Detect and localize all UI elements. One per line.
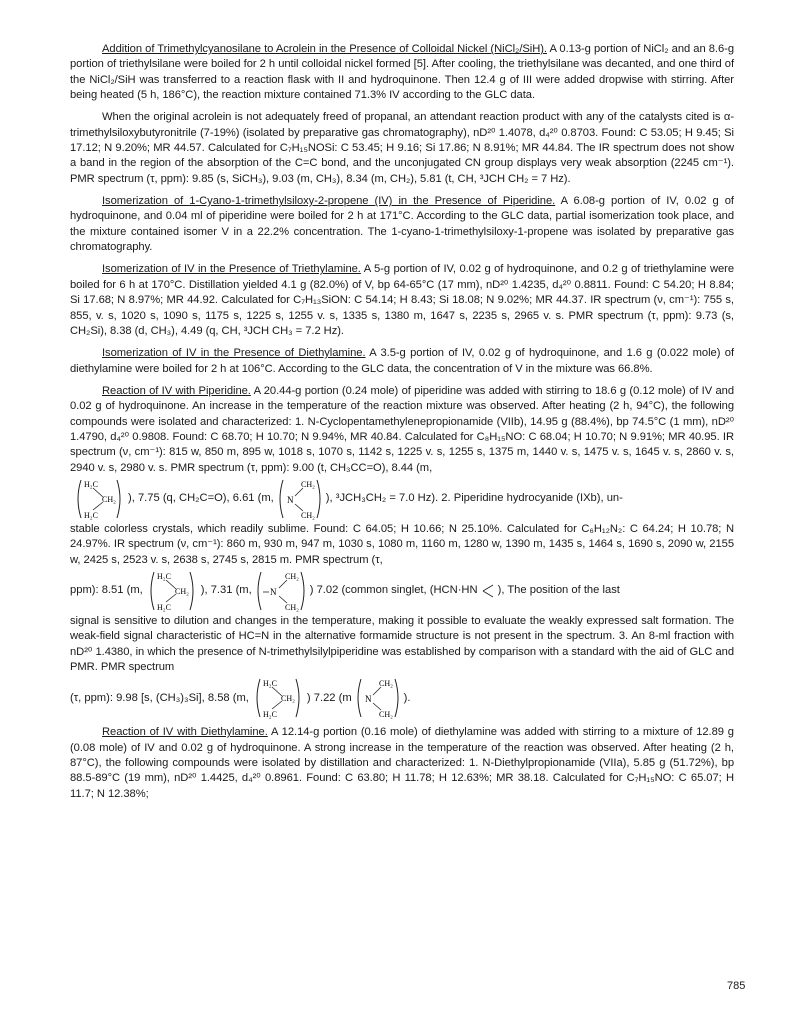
ring-label-ch2: CH₂ [300,510,315,520]
structure-text: ), ³JCH₃CH₂ = 7.0 Hz). 2. Piperidine hydrocyanide (IXb), un- [325,492,623,505]
ring-fragment-icon [481,583,495,599]
ring-label-h2c: H₂C [262,679,277,689]
section-heading: Isomerization of IV in the Presence of Triethylamine. [102,263,361,276]
paragraph-isomerization-triethylamine [70,262,734,339]
ring-label-ch2: CH₂ [102,494,116,504]
structure-text: ) 7.02 (common singlet, (HCN·HN [309,584,478,597]
ring-label-ch2: CH₂ [300,479,315,489]
section-heading: Reaction of IV with Diethylamine. [102,726,268,739]
paragraph-text: A 20.44-g portion (0.24 mole) of piperidine was added with stirring to 18.6 g (0.12 mole) of IV and 0.02 g of hydroquinone. An increase in the temperature of the reaction mixture was observed. After heating (2 h, 94°C), the following compounds were isolated and characterized: 1. N-Cyclopentamethylenepropionamide (VIIb), 14.95 g (88.4%), bp 74.5°C (1 mm), nD²⁰ 1.4790, d₄²⁰ 0.9808. Found: C 68.70; H 10.70; N 9.94%, MR 40.84. Calculated for C₈H₁₅NO: C 68.04; H 10.70; N 9.91%; MR 40.95. IR spectrum (ν, cm⁻¹): 815 w, 850 m, 895 w, 1018 s, 1070 s, 1142 s, 1225 v. s, 1255 s, 1375 m, 1440 v. s, 1475 v. s, 1645 v. s, 2860 v. s, 2940 v. s, 2980 v. s. PMR spectrum (τ, ppm): 9.00 (t, CH₃CC=O), 8.44 (m, [70,384,734,474]
paragraph-addition-acrolein [70,42,734,103]
paragraph-isomerization-piperidine [70,194,734,255]
ring-label-n: N [286,494,294,505]
ring-label-ch2: CH₂ [378,710,393,720]
structure-text: ). [403,691,411,704]
paragraph-weak-field [70,614,734,675]
paragraph-text: signal is sensitive to dilution and changes in the temperature, making it possible to evaluate the weakly expressed salt formation. The weak-field signal characteristic of HC=N in the alternative formamide structure is not present in the spectrum. 3. An 8-ml fraction with nD²⁰ 1.4380, in which the presence of N-trimethylsilylpiperidine was established by comparison with a standard with the aid of GLC and PMR. PMR spectrum [70,614,734,673]
section-heading: Isomerization of IV in the Presence of Diethylamine. [102,347,366,360]
paragraph-text: A 0.13-g portion of NiCl₂ and an 8.6-g portion of triethylsilane were boiled for 2 h until colloidal nickel formed [5]. After cooling, the triethylsilane was decanted, and one third of the NiCl₂/SiH was transferred to a reaction flask with II and hydroquinone. Then 12.4 g of III were added dropwise with stirring. After being heated (5 h, 186°C), the reaction mixture contained 71.3% IV according to the GLC data. [70,43,735,102]
paragraph-isomerization-diethylamine [70,346,734,377]
paragraph-text: A 12.14-g portion (0.16 mole) of diethylamine was added with stirring to a mixture of 12.89 g (0.08 mole) of IV and 0.02 g of hydroquinone. A strong increase in the temperature of the reaction was observed. After heating (2 h, 87°C), the following compounds were isolated by distillation and characterized: 1. N-Diethylpropionamide (VIIa), 5.85 g (51.72%), bp 88.5-89°C (19 mm), nD²⁰ 1.4425, d₄²⁰ 0.8961. Found: C 63.80; H 11.78; H 12.63%; MR 38.18. Calculated for C₇H₁₅NO: C 65.07; H 11.7; N 12.38%; [70,726,734,800]
ring-label-ch2: CH₂ [284,571,299,581]
piperidine-ring-structure [255,570,307,612]
ring-label-ch2: CH₂ [378,679,393,689]
structure-text: ppm): 8.51 (m, [70,584,143,597]
paragraph-reaction-diethylamine [70,725,734,802]
piperidine-ring-structure [277,478,323,520]
section-heading: Addition of Trimethylcyanosilane to Acrolein in the Presence of Colloidal Nickel (NiCl₂/SiH). [102,43,547,55]
paragraph-acrolein-propanal [70,110,734,187]
structure-text: ), The position of the last [497,584,620,597]
paragraph-text: A 5-g portion of IV, 0.02 g of hydroquinone, and 0.2 g of triethylamine were boiled for 6 h at 170°C. Distillation yielded 4.1 g (82.0%) of V, bp 64-65°C (17 mm), nD²⁰ 1.4235, d₄²⁰ 0.8811. Found: C 54.20; H 8.84; Si 17.68; N 8.97%; MR 44.92. Calculated for C₇H₁₃SiON: C 54.14; H 8.43; Si 18.08; N 9.02%; MR 44.37. IR spectrum (ν, cm⁻¹): 755 s, 855, v. s, 1020 s, 1090 s, 1175 s, 1225 s, 1255 v. s, 1335 s, 1380 m, 1647 s, 2235 s, 2965 v. s. PMR spectrum (τ, ppm): 9.73 (s, CH₂Si), 8.38 (d, CH₃), 4.49 (q, CH, ³JCH CH₃ = 7.2 Hz). [70,263,734,337]
ring-label-h2c: H₂C [156,571,171,581]
structure-text: ) 7.22 (m [306,691,352,704]
ring-label-h2c: H₂C [156,602,171,612]
page-number: 785 [727,980,746,992]
ring-label-ch2: CH₂ [284,602,299,612]
ring-label-ch2: CH₂ [280,694,295,704]
structure-text: ), 7.75 (q, CH₂C=O), 6.61 (m, [128,492,274,505]
structure-text: ), 7.31 (m, [200,584,252,597]
paragraph-text: When the original acrolein is not adequately freed of propanal, an attendant reaction product with any of the catalysts cited is α-trimethylsiloxybutyronitrile (7-19%) (isolated by preparative gas chromatography), nD²⁰ 1.4078, d₄²⁰ 0.8703. Found: C 53.05; H 9.45; Si 17.12; N 9.20%; MR 44.57. Calculated for C₇H₁₅NOSi: C 53.45; H 9.16; Si 17.86; N 8.91%; MR 44.84. The IR spectrum does not show a band in the region of the absorption of the C=C bond, and the unconjugated CN group displays very weak absorption (2245 cm⁻¹). PMR spectrum (τ, ppm): 9.85 (s, SiCH₃), 9.03 (m, CH₃), 8.34 (m, CH₂), 5.81 (t, CH, ³JCH CH₂ = 7 Hz). [70,111,734,185]
structure-line-2 [70,570,734,612]
structure-line-1 [70,478,734,520]
paragraph-reaction-piperidine [70,384,734,476]
structure-text: (τ, ppm): 9.98 [s, (CH₃)₃Si], 8.58 (m, [70,691,249,704]
cyclopentane-ring-structure [252,677,304,719]
cyclopentane-ring-structure [73,478,125,520]
paragraph-text: stable colorless crystals, which readily sublime. Found: C 64.05; H 10.66; N 25.10%. Calculated for C₆H₁₂N₂: C 64.24; H 10.78; N 24.97%. IR spectrum (ν, cm⁻¹): 860 m, 930 m, 947 m, 1030 s, 1080 m, 1160 m, 1280 w, 1390 m, 1435 s, 1464 s, 1690 s, 2090 w, 2155 w, 2425 s, 2523 v. s, 2638 s, 2745 s, 2815 m. PMR spectrum (τ, [70,522,734,566]
ring-label-h2c: H₂C [84,479,98,489]
paragraph-text: A 6.08-g portion of IV, 0.02 g of hydroquinone, and 0.04 ml of piperidine were boiled for 2 h at 171°C. According to the GLC data, partial isomerization took place, and the mixture contained isomer V in a 22.2% concentration. The 1-cyano-1-trimethylsiloxy-1-propene was isolated by preparative gas chromatography. [70,195,734,254]
cyclopentane-ring-structure [146,570,198,612]
structure-line-3 [70,677,734,719]
ring-label-h2c: H₂C [84,510,98,520]
section-heading: Isomerization of 1-Cyano-1-trimethylsiloxy-2-propene (IV) in the Presence of Piperidine. [102,195,556,208]
ring-label-n: N [364,694,372,705]
page-body [70,42,734,809]
paragraph-hydrocyanide [70,522,734,568]
section-heading: Reaction of IV with Piperidine. [102,384,251,397]
ring-label-ch2: CH₂ [174,586,189,596]
ring-label-n: N [269,586,277,597]
ring-label-h2c: H₂C [262,710,277,720]
piperidine-ring-structure [355,677,401,719]
paragraph-text: A 3.5-g portion of IV, 0.02 g of hydroquinone, and 1.6 g (0.022 mole) of diethylamine were boiled for 2 h at 106°C. According to the GLC data, the concentration of V in the mixture was 66.8%. [70,347,735,375]
